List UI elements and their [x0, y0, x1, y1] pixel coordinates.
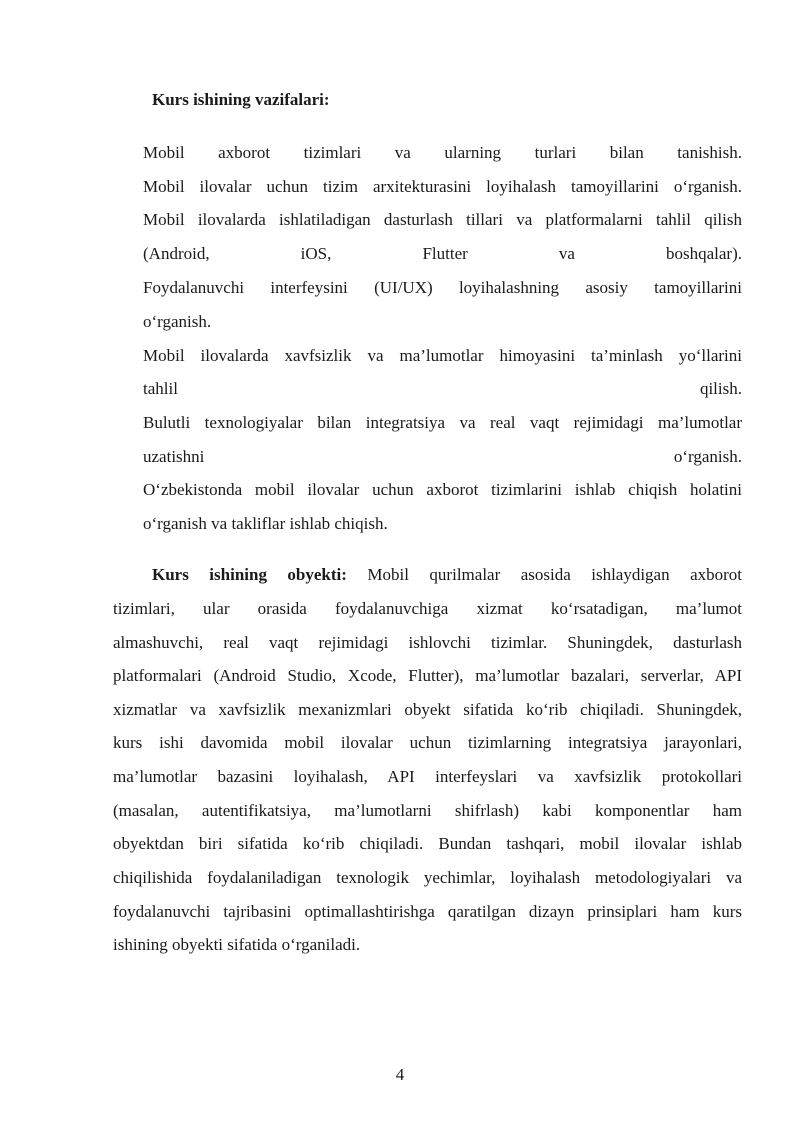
- object-line: almashuvchi, real vaqt rejimidagi ishlovchi tizimlar. Shuningdek, dasturlash: [113, 633, 742, 652]
- task-line: Mobil axborot tizimlari va ularning turlari bilan tanishish.: [143, 143, 742, 162]
- section-heading: Kurs ishining vazifalari:: [152, 90, 330, 109]
- task-line: Mobil ilovalarda xavfsizlik va ma’lumotlar himoyasini ta’minlash yo‘llarini: [143, 346, 742, 365]
- task-line: (Android, iOS, Flutter va boshqalar).: [143, 244, 742, 263]
- object-line: ma’lumotlar bazasini loyihalash, API interfeyslari va xavfsizlik protokollari: [113, 767, 742, 786]
- task-line: Mobil ilovalarda ishlatiladigan dasturlash tillari va platformalarni tahlil qilish: [143, 210, 742, 229]
- object-line: xizmatlar va xavfsizlik mexanizmlari obyekt sifatida ko‘rib chiqiladi. Shuningdek,: [113, 700, 742, 719]
- object-first-line: [152, 563, 742, 587]
- object-line: (masalan, autentifikatsiya, ma’lumotlarni shifrlash) kabi komponentlar ham: [113, 801, 742, 820]
- task-line: Mobil ilovalar uchun tizim arxitekturasini loyihalash tamoyillarini o‘rganish.: [143, 177, 742, 196]
- task-line: Bulutli texnologiyalar bilan integratsiya va real vaqt rejimidagi ma’lumotlar: [143, 413, 742, 432]
- object-line: kurs ishi davomida mobil ilovalar uchun tizimlarning integratsiya jarayonlari,: [113, 733, 742, 752]
- object-line: foydalanuvchi tajribasini optimallashtirishga qaratilgan dizayn prinsiplari ham kurs: [113, 902, 742, 921]
- object-line: ishining obyekti sifatida o‘rganiladi.: [113, 935, 361, 954]
- task-line: Foydalanuvchi interfeysini (UI/UX) loyihalashning asosiy tamoyillarini: [143, 278, 742, 297]
- object-line: obyektdan biri sifatida ko‘rib chiqiladi. Bundan tashqari, mobil ilovalar ishlab: [113, 834, 742, 853]
- object-line: platformalari (Android Studio, Xcode, Flutter), ma’lumotlar bazalari, serverlar, API: [113, 666, 742, 685]
- page-number: 4: [395, 1065, 405, 1084]
- task-line: uzatishni o‘rganish.: [143, 447, 742, 466]
- object-first-line-text: Mobil qurilmalar asosida ishlaydigan axborot: [346, 565, 742, 584]
- task-line: o‘rganish va takliflar ishlab chiqish.: [143, 514, 388, 533]
- object-line: chiqilishida foydalaniladigan texnologik yechimlar, loyihalash metodologiyalari va: [113, 868, 742, 887]
- task-line: O‘zbekistonda mobil ilovalar uchun axborot tizimlarini ishlab chiqish holatini: [143, 480, 742, 499]
- object-line: tizimlari, ular orasida foydalanuvchiga xizmat ko‘rsatadigan, ma’lumot: [113, 599, 742, 618]
- task-line: tahlil qilish.: [143, 379, 742, 398]
- object-label: Kurs ishining obyekti:: [152, 565, 347, 584]
- task-line: o‘rganish.: [143, 312, 212, 331]
